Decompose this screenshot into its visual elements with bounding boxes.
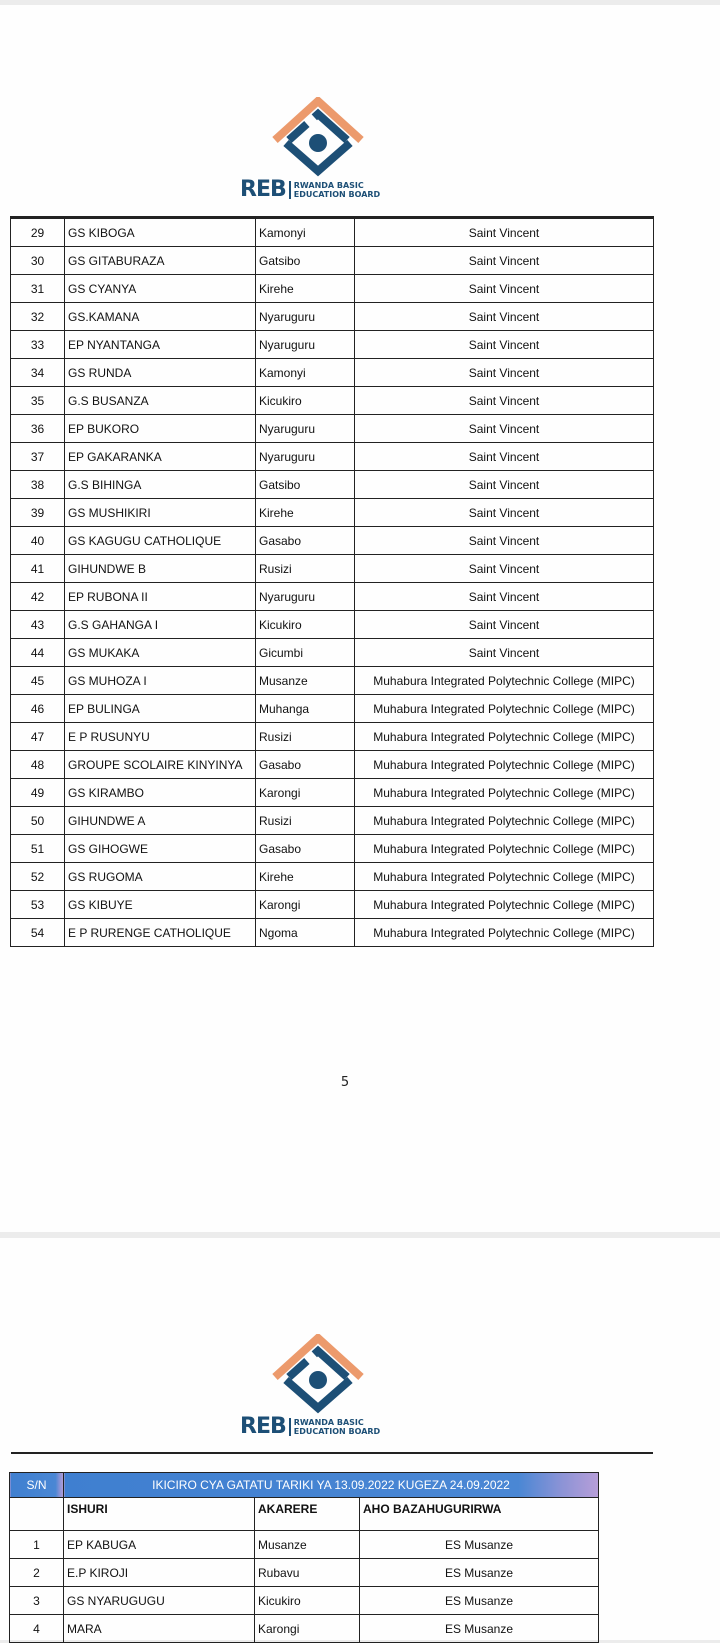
school-name: GS CYANYA [65,275,256,303]
district-name: Kicukiro [256,611,355,639]
training-venue: Saint Vincent [355,303,654,331]
training-venue: Muhabura Integrated Polytechnic College (MIPC) [355,807,654,835]
row-number: 32 [11,303,65,331]
district-name: Kicukiro [256,387,355,415]
training-venue: Muhabura Integrated Polytechnic College (MIPC) [355,667,654,695]
school-name: GS.KAMANA [65,303,256,331]
district-name: Nyaruguru [256,583,355,611]
phase-three-table [9,1472,599,1643]
school-name: GS KIBUYE [65,891,256,919]
table-row [11,807,654,835]
table-row [11,387,654,415]
row-number: 40 [11,527,65,555]
school-name: G.S GAHANGA I [65,611,256,639]
reb-logo [240,97,400,207]
row-number: 36 [11,415,65,443]
school-name: GS RUNDA [65,359,256,387]
row-number: 43 [11,611,65,639]
district-name: Kirehe [256,499,355,527]
row-number: 48 [11,751,65,779]
table-row [10,1587,599,1615]
training-venue: Saint Vincent [355,583,654,611]
training-venue: Saint Vincent [355,611,654,639]
table-row [11,247,654,275]
school-name: GS KAGUGU CATHOLIQUE [65,527,256,555]
school-name: GS NYARUGUGU [64,1587,255,1615]
training-venue: ES Musanze [360,1559,599,1587]
school-name: GS KIBOGA [65,219,256,247]
training-venue: Muhabura Integrated Polytechnic College (MIPC) [355,891,654,919]
district-name: Nyaruguru [256,415,355,443]
district-name: Kamonyi [256,359,355,387]
table-row [11,583,654,611]
logo-line-1: RWANDA BASIC [293,181,364,190]
row-number: 54 [11,919,65,947]
district-name: Kirehe [256,863,355,891]
table-row [11,303,654,331]
table-row [11,331,654,359]
school-assignment-table [10,218,654,947]
school-name: GS GITABURAZA [65,247,256,275]
school-name: E.P KIROJI [64,1559,255,1587]
training-venue: Muhabura Integrated Polytechnic College (MIPC) [355,863,654,891]
table-row [11,527,654,555]
row-number: 41 [11,555,65,583]
table-row [11,667,654,695]
page-number: 5 [340,1075,350,1090]
school-name: EP KABUGA [64,1531,255,1559]
logo-line-2: EDUCATION BOARD [293,190,381,199]
school-column-header: ISHURI [64,1498,255,1531]
school-name: GS MUSHIKIRI [65,499,256,527]
row-number: 53 [11,891,65,919]
table-title-row [10,1473,599,1498]
district-name: Rusizi [256,723,355,751]
table-row [11,863,654,891]
school-name: E P RUSUNYU [65,723,256,751]
training-venue: Muhabura Integrated Polytechnic College (MIPC) [355,751,654,779]
row-number: 50 [11,807,65,835]
school-name: EP BUKORO [65,415,256,443]
logo-abbr: REB [240,177,286,202]
document-page-6 [0,1238,720,1640]
row-number: 44 [11,639,65,667]
reb-emblem-icon [240,1334,400,1414]
logo-abbr: REB [240,1414,286,1439]
table-row [11,359,654,387]
row-number: 1 [10,1531,64,1559]
training-venue: Saint Vincent [355,275,654,303]
row-number: 52 [11,863,65,891]
table-row [11,695,654,723]
district-name: Muhanga [256,695,355,723]
school-name: GIHUNDWE B [65,555,256,583]
training-venue: Muhabura Integrated Polytechnic College (MIPC) [355,779,654,807]
training-venue: Saint Vincent [355,639,654,667]
training-venue: Saint Vincent [355,219,654,247]
row-number: 31 [11,275,65,303]
table-row [11,555,654,583]
table-row [11,891,654,919]
document-page-5 [0,5,720,1232]
school-name: EP NYANTANGA [65,331,256,359]
header-rule [11,1452,653,1454]
training-venue: Saint Vincent [355,247,654,275]
training-venue: ES Musanze [360,1531,599,1559]
table-row [11,443,654,471]
row-number: 34 [11,359,65,387]
row-number: 30 [11,247,65,275]
school-name: G.S BIHINGA [65,471,256,499]
district-name: Rusizi [256,807,355,835]
training-venue: Saint Vincent [355,471,654,499]
logo-line-2: EDUCATION BOARD [293,1427,381,1436]
training-venue: ES Musanze [360,1587,599,1615]
row-number: 42 [11,583,65,611]
table-row [11,471,654,499]
district-name: Gasabo [256,527,355,555]
school-name: EP BULINGA [65,695,256,723]
phase-title: IKICIRO CYA GATATU TARIKI YA 13.09.2022 KUGEZA 24.09.2022 [64,1473,599,1498]
school-name: E P RURENGE CATHOLIQUE [65,919,256,947]
district-name: Rubavu [255,1559,360,1587]
school-name: GIHUNDWE A [65,807,256,835]
row-number: 35 [11,387,65,415]
row-number: 49 [11,779,65,807]
table-row [10,1531,599,1559]
training-venue: Saint Vincent [355,499,654,527]
sn-header: S/N [10,1473,64,1498]
district-name: Gatsibo [256,247,355,275]
school-name: G.S BUSANZA [65,387,256,415]
table-row [11,219,654,247]
logo-line-1: RWANDA BASIC [293,1418,364,1427]
training-venue: Muhabura Integrated Polytechnic College (MIPC) [355,919,654,947]
training-venue: Saint Vincent [355,331,654,359]
column-header-row [10,1498,599,1531]
row-number: 45 [11,667,65,695]
district-name: Gasabo [256,835,355,863]
district-name: Karongi [256,891,355,919]
training-venue: Muhabura Integrated Polytechnic College (MIPC) [355,695,654,723]
district-name: Musanze [255,1531,360,1559]
school-name: MARA [64,1615,255,1643]
school-name: EP GAKARANKA [65,443,256,471]
training-venue: Muhabura Integrated Polytechnic College (MIPC) [355,723,654,751]
district-name: Karongi [256,779,355,807]
district-name: Kicukiro [255,1587,360,1615]
training-venue: Saint Vincent [355,359,654,387]
school-name: GS MUHOZA I [65,667,256,695]
school-name: GS MUKAKA [65,639,256,667]
district-name: Karongi [255,1615,360,1643]
row-number: 2 [10,1559,64,1587]
training-venue: Saint Vincent [355,415,654,443]
reb-emblem-icon [240,97,400,177]
row-number: 4 [10,1615,64,1643]
table-row [11,751,654,779]
row-number: 37 [11,443,65,471]
district-name: Rusizi [256,555,355,583]
sn-blank-header [10,1498,64,1531]
district-name: Gicumbi [256,639,355,667]
row-number: 33 [11,331,65,359]
training-venue: Muhabura Integrated Polytechnic College (MIPC) [355,835,654,863]
district-name: Nyaruguru [256,331,355,359]
row-number: 38 [11,471,65,499]
school-name: GS RUGOMA [65,863,256,891]
district-name: Nyaruguru [256,303,355,331]
row-number: 39 [11,499,65,527]
district-name: Musanze [256,667,355,695]
district-name: Nyaruguru [256,443,355,471]
table-row [11,779,654,807]
training-venue: Saint Vincent [355,555,654,583]
school-name: EP RUBONA II [65,583,256,611]
district-name: Kamonyi [256,219,355,247]
district-name: Kirehe [256,275,355,303]
table-row [11,499,654,527]
table-row [11,611,654,639]
district-column-header: AKARERE [255,1498,360,1531]
table-row [11,723,654,751]
district-name: Gasabo [256,751,355,779]
table-row [11,275,654,303]
reb-logo [240,1334,400,1444]
row-number: 47 [11,723,65,751]
training-venue: Saint Vincent [355,527,654,555]
training-venue: ES Musanze [360,1615,599,1643]
row-number: 51 [11,835,65,863]
row-number: 29 [11,219,65,247]
host-column-header: AHO BAZAHUGURIRWA [360,1498,599,1531]
school-name: GROUPE SCOLAIRE KINYINYA [65,751,256,779]
table-row [11,415,654,443]
table-row [10,1559,599,1587]
table-row [11,835,654,863]
table-row [10,1615,599,1643]
row-number: 46 [11,695,65,723]
district-name: Ngoma [256,919,355,947]
table-row [11,919,654,947]
table-row [11,639,654,667]
row-number: 3 [10,1587,64,1615]
training-venue: Saint Vincent [355,443,654,471]
district-name: Gatsibo [256,471,355,499]
school-name: GS GIHOGWE [65,835,256,863]
training-venue: Saint Vincent [355,387,654,415]
school-name: GS KIRAMBO [65,779,256,807]
